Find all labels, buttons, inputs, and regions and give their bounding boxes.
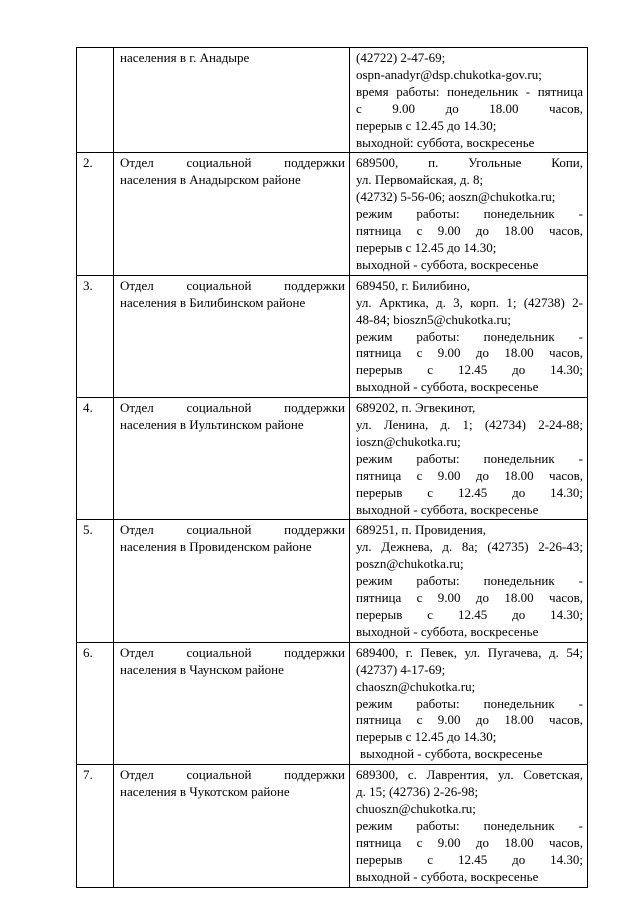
contact-line: пятница с 9.00 до 18.00 часов, <box>356 345 583 361</box>
contact-cell <box>350 520 588 642</box>
department-name: Отдел социальной поддержки населения в Чукотском районе <box>120 767 345 800</box>
table-row <box>77 642 588 764</box>
contact-line: (42732) 5-56-06; aoszn@chukotka.ru; <box>356 189 556 205</box>
contact-line: выходной - суббота, воскресенье <box>356 623 539 639</box>
contact-line: перерыв с 12.45 до 14.30; <box>356 484 583 500</box>
table-row <box>77 765 588 887</box>
document-page <box>76 47 587 888</box>
contact-line: (42737) 4-17-69; <box>356 661 446 677</box>
contact-line: 689300, с. Лаврентия, ул. Советская, <box>356 767 583 783</box>
row-number: 5. <box>77 520 114 642</box>
contact-line: режим работы: понедельник - <box>356 695 583 711</box>
contact-cell <box>350 642 588 764</box>
contact-line: перерыв с 12.45 до 14.30; <box>356 607 583 622</box>
contact-line: режим работы: понедельник - <box>356 206 583 222</box>
contact-cell <box>350 765 588 887</box>
contact-cell <box>350 398 588 520</box>
contact-line: 689202, п. Эгвекинот, <box>356 400 476 416</box>
contact-line: пятница с 9.00 до 18.00 часов, <box>356 590 583 606</box>
contact-line: 689500, п. Угольные Копи, <box>356 155 583 171</box>
department-name: Отдел социальной поддержки населения в Билибинском районе <box>120 277 345 310</box>
contact-line: chuoszn@chukotka.ru; <box>356 800 476 816</box>
table-row <box>77 48 588 153</box>
contact-line: poszn@chukotka.ru; <box>356 556 464 572</box>
row-number: 6. <box>77 642 114 764</box>
contact-line: перерыв с 12.45 до 14.30; <box>356 729 497 745</box>
contact-line: 689251, п. Провидения, <box>356 522 486 538</box>
contact-line: выходной - суббота, воскресенье <box>356 868 539 884</box>
contact-line: пятница с 9.00 до 18.00 часов, <box>356 834 583 850</box>
department-cell <box>114 765 350 887</box>
contact-line: режим работы: понедельник - <box>356 817 583 833</box>
contact-cell <box>350 275 588 397</box>
contact-line: выходной - суббота, воскресенье <box>356 379 539 395</box>
contact-line: перерыв с 12.45 до 14.30; <box>356 362 583 378</box>
contact-line: режим работы: понедельник - <box>356 450 583 466</box>
department-cell <box>114 153 350 275</box>
contact-line: перерыв с 12.45 до 14.30; <box>356 239 497 255</box>
department-name: Отдел социальной поддержки населения в Анадырском районе <box>120 155 345 188</box>
contact-line: выходной: суббота, воскресенье <box>356 134 535 150</box>
contact-line: chaoszn@chukotka.ru; <box>356 678 476 694</box>
department-name: Отдел социальной поддержки населения в Иультинском районе <box>120 400 345 433</box>
department-cell <box>114 275 350 397</box>
department-cell <box>114 48 350 153</box>
department-cell <box>114 642 350 764</box>
row-number <box>77 48 114 153</box>
department-name: Отдел социальной поддержки населения в Чаунском районе <box>120 644 345 677</box>
department-name: Отдел социальной поддержки населения в Провиденском районе <box>120 522 345 555</box>
department-name: населения в г. Анадыре <box>120 50 250 65</box>
contacts-table <box>76 47 588 888</box>
contact-line: пятница с 9.00 до 18.00 часов, <box>356 223 583 239</box>
contact-line: ул. Дежнева, д. 8а; (42735) 2-26-43; <box>356 539 583 555</box>
contact-line: ул. Ленина, д. 1; (42734) 2-24-88; <box>356 417 583 433</box>
contact-line: пятница с 9.00 до 18.00 часов, <box>356 712 583 728</box>
contact-line: выходной - суббота, воскресенье <box>356 501 539 517</box>
contact-line: пятница с 9.00 до 18.00 часов, <box>356 467 583 483</box>
contact-cell <box>350 48 588 153</box>
table-row <box>77 520 588 642</box>
contact-line: перерыв с 12.45 до 14.30; <box>356 117 497 133</box>
row-number: 4. <box>77 398 114 520</box>
contact-line: (42722) 2-47-69; <box>356 50 446 65</box>
contact-line: д. 15; (42736) 2-26-98; <box>356 784 479 800</box>
contact-line: 48-84; bioszn5@chukotka.ru; <box>356 311 511 327</box>
contact-line: ospn-anadyr@dsp.chukotka-gov.ru; <box>356 66 542 82</box>
department-cell <box>114 398 350 520</box>
contact-line: перерыв с 12.45 до 14.30; <box>356 851 583 867</box>
table-row <box>77 275 588 397</box>
contact-cell <box>350 153 588 275</box>
department-cell <box>114 520 350 642</box>
contact-line: ул. Первомайская, д. 8; <box>356 172 484 188</box>
contacts-table-body <box>77 48 588 888</box>
row-number: 7. <box>77 765 114 887</box>
contact-line: режим работы: понедельник - <box>356 573 583 589</box>
contact-line: с 9.00 до 18.00 часов, <box>356 100 583 116</box>
contact-line: 689400, г. Певек, ул. Пугачева, д. 54; <box>356 644 583 660</box>
contact-line: режим работы: понедельник - <box>356 328 583 344</box>
table-row <box>77 153 588 275</box>
contact-line: ул. Арктика, д. 3, корп. 1; (42738) 2- <box>356 294 583 310</box>
table-row <box>77 398 588 520</box>
contact-line: выходной - суббота, воскресенье <box>360 746 543 762</box>
contact-line: время работы: понедельник - пятница <box>356 83 583 99</box>
contact-line: ioszn@chukotka.ru; <box>356 433 461 449</box>
contact-line: 689450, г. Билибино, <box>356 277 471 293</box>
row-number: 2. <box>77 153 114 275</box>
row-number: 3. <box>77 275 114 397</box>
contact-line: выходной - суббота, воскресенье <box>356 256 539 272</box>
